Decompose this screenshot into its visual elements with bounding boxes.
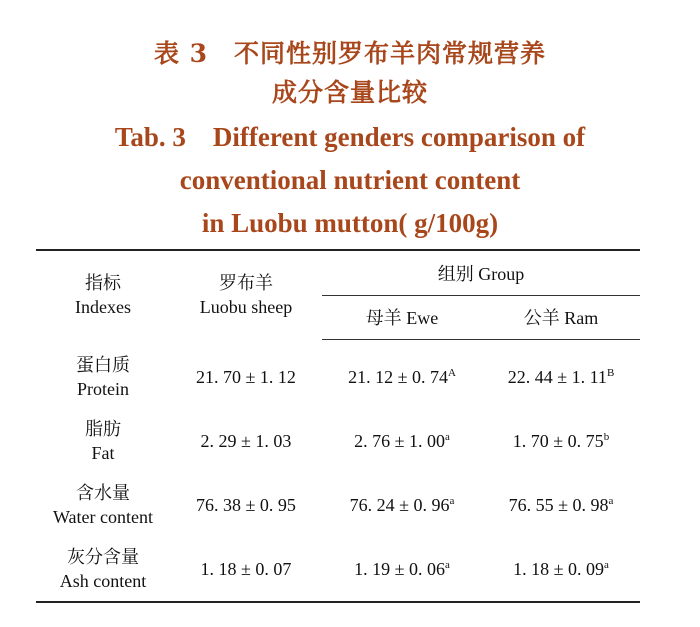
cell-ram [482,409,640,473]
header-ewe: 母羊 Ewe [322,295,482,339]
row-label-cn: 脂肪 [85,419,121,439]
cell-ram-value: 22. 44 ± 1. 11 [507,366,607,387]
row-label-en: Water content [52,507,153,527]
cell-ewe-sup: a [449,494,455,507]
cell-ewe-value: 2. 76 ± 1. 00 [354,430,445,451]
cell-luobu: 21. 70 ± 1. 12 [196,366,296,387]
chinese-title-line-2: 成分含量比较 [271,78,428,107]
cell-luobu: 2. 29 ± 1. 03 [200,430,292,451]
english-title-line-2: conventional nutrient content [179,165,521,195]
header-indexes [36,250,170,339]
cell-ewe-sup: a [445,558,450,571]
cell-ram-sup: a [604,558,609,571]
header-luobu-cn: 罗布羊 [219,273,273,293]
cell-ewe-value: 1. 19 ± 0. 06 [354,558,445,579]
cell-ram [482,339,640,409]
cell-ewe-sup: A [447,366,456,379]
chinese-title-line-1: 表 3 不同性别罗布羊肉常规营养 [153,39,547,68]
table-row [36,339,640,409]
row-label-cn: 蛋白质 [76,355,130,375]
cell-ram [482,537,640,602]
header-ram: 公羊 Ram [482,295,640,339]
header-luobu [170,250,322,339]
cell-ram-sup: b [603,430,610,443]
cell-ewe [322,339,482,409]
row-label-en: Fat [91,443,115,463]
cell-luobu: 1. 18 ± 0. 07 [200,558,292,579]
header-luobu-en: Luobu sheep [199,297,293,317]
cell-luobu: 76. 38 ± 0. 95 [196,494,296,515]
cell-ewe-value: 76. 24 ± 0. 96 [349,494,450,515]
cell-ewe [322,537,482,602]
cell-ewe-value: 21. 12 ± 0. 74 [348,366,448,387]
cell-ewe-sup: a [445,430,450,443]
english-title-line-1: Tab. 3 Different genders comparison of [114,122,586,152]
cell-ram-value: 76. 55 ± 0. 98 [508,494,609,515]
english-title-line-3: in Luobu mutton( g/100g) [201,208,499,238]
header-group: 组别 Group [322,250,640,295]
row-label [36,473,170,537]
cell-ram-value: 1. 70 ± 0. 75 [512,430,604,451]
cell-ewe [322,473,482,537]
header-indexes-cn: 指标 [85,273,121,293]
cell-ram-value: 1. 18 ± 0. 09 [513,558,604,579]
table-row [36,409,640,473]
row-label [36,339,170,409]
cell-ram-sup: B [606,366,615,379]
table-caption [0,34,700,245]
cell-ram-sup: a [608,494,614,507]
cell-ewe [322,409,482,473]
row-label [36,537,170,602]
row-label-en: Protein [77,379,129,399]
row-label-en: Ash content [59,571,147,591]
cell-ram [482,473,640,537]
row-label-cn: 含水量 [76,483,130,503]
table-row [36,473,640,537]
nutrient-table [36,249,640,603]
header-indexes-en: Indexes [75,297,131,317]
table-row [36,537,640,602]
row-label [36,409,170,473]
row-label-cn: 灰分含量 [67,547,139,567]
